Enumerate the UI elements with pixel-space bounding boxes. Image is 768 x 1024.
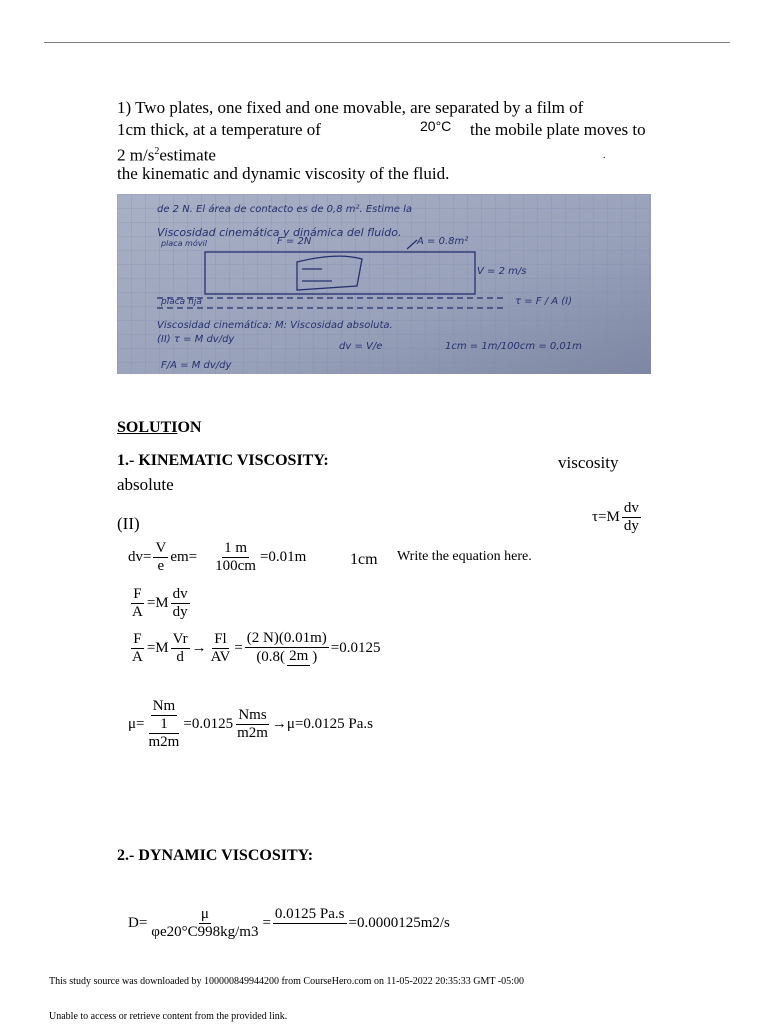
kinematic-heading: 1.- KINEMATIC VISCOSITY: (117, 452, 329, 469)
dynamic-equation: D= $\frac{\mu}{\varphi e20^\circ C998kg/m3}$ = 0.0125 Pa.s =0.0000125m2/s (128, 906, 450, 940)
photo-area: A = 0.8m² (417, 236, 469, 247)
photo-cm: 1cm = 1m/100cm = 0,01m (445, 341, 582, 352)
dynamic-heading: 2.- DYNAMIC VISCOSITY: (117, 847, 314, 864)
unable-note: Unable to access or retrieve content from the provided link. (49, 1011, 288, 1022)
mu-equation: μ= Nm 1 m2m =0.0125 $\frac{\text{Nms}}{m2m}$ →μ=0.0125 Pa.s (128, 698, 374, 750)
photo-row-1: de 2 N. El área de contacto es de 0,8 m². Estime la (157, 204, 413, 215)
notebook-photo-drawing (117, 194, 651, 374)
photo-force: F = 2N (277, 236, 312, 247)
top-rule (44, 42, 730, 43)
stray-dot: . (603, 150, 606, 161)
tau-equation: τ=M $\frac{dv}{dy}$ (592, 500, 639, 534)
one-cm: 1cm (350, 551, 378, 568)
photo-fixed-plate: placa fija (161, 297, 202, 307)
photo-eq-ii: (II) τ = M dv/dy (157, 334, 235, 345)
write-equation-placeholder: Write the equation here. (397, 549, 532, 564)
viscosity-word: viscosity (558, 453, 619, 472)
problem-line-1: 1) Two plates, one fixed and one movable, are separated by a film of (117, 98, 584, 117)
photo-visc: Viscosidad cinemática: M: Viscosidad absoluta. (157, 320, 393, 331)
photo-row-2: Viscosidad cinemática y dinámica del fluido. (157, 226, 402, 239)
equation-ii-label: (II) (117, 514, 140, 533)
problem-line-4: the kinematic and dynamic viscosity of the fluid. (117, 164, 450, 183)
fa-equation: $\frac{F}{A}$ =M $\frac{dv}{dy}$ (132, 586, 188, 620)
photo-velocity: V = 2 m/s (477, 266, 527, 277)
temperature-value: 20°C (420, 118, 452, 134)
problem-line-3: 2 $m/s^2estimate$ (117, 145, 216, 165)
photo-dv: dv = V/e (339, 341, 383, 352)
solution-heading: SOLUTION (117, 419, 202, 436)
absolute-word: absolute (117, 475, 174, 494)
fa-expanded-equation: $\frac{F}{A}$ =M $\frac{Vr}{d}$ → $\frac{Fl}{AV}$ = (2 N)(0.01m) (0.8( 2m ) =0.0125 (132, 630, 381, 665)
photo-fa: F/A = M dv/dy (161, 360, 232, 371)
dv-equation: dv= $\frac{V}{e}$ em= $\frac{1 m}{100cm}$ =0.01m (128, 540, 307, 574)
photo-tau: τ = F / A (I) (515, 296, 573, 307)
source-footer: This study source was downloaded by 100000849944200 from CourseHero.com on 11-05-2022 20:35:33 GMT -05:00 (49, 976, 524, 987)
notebook-photo (117, 194, 651, 374)
problem-line-2a: 1cm thick, at a temperature of (117, 120, 321, 139)
photo-moving-plate: placa móvil (161, 239, 207, 248)
problem-line-2b: the mobile plate moves to (470, 120, 646, 139)
